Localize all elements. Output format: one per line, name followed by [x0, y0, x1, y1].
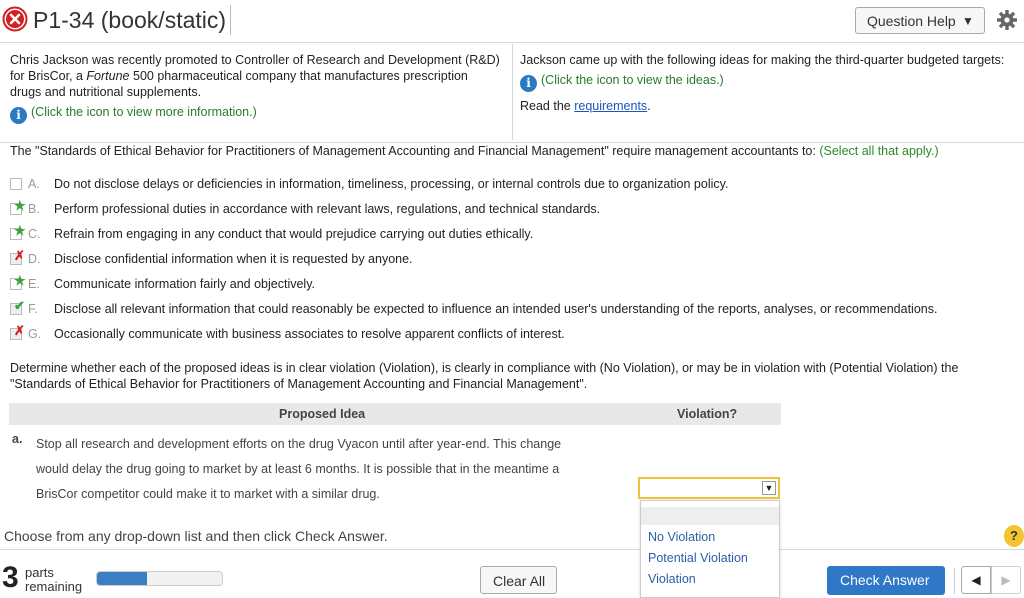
- option-letter: F.: [28, 302, 38, 316]
- section-divider: [0, 142, 1024, 143]
- panel-divider: [512, 44, 513, 140]
- option-a[interactable]: [10, 176, 1010, 196]
- more-info-link[interactable]: [10, 104, 500, 124]
- parts-remaining-label: [25, 566, 82, 594]
- caret-down-icon: ▼: [962, 14, 974, 28]
- progress-bar: [96, 571, 223, 586]
- option-letter: E.: [28, 277, 40, 291]
- question-text: [10, 144, 939, 158]
- progress-bar-fill: [97, 572, 147, 585]
- incorrect-x-icon: [2, 6, 28, 32]
- requirements-prefix: Read the: [520, 99, 575, 113]
- violation-dropdown-list: [640, 500, 780, 598]
- check-answer-button[interactable]: [827, 566, 945, 595]
- footer-divider: [778, 549, 1024, 550]
- parts-label-line2: remaining: [25, 579, 83, 594]
- option-text: Do not disclose delays or deficiencies in information, timeliness, processing, or internal controls due to organization policy.: [54, 177, 729, 191]
- clear-all-button[interactable]: [480, 566, 557, 594]
- violation-select[interactable]: [638, 477, 780, 499]
- question-help-button[interactable]: [855, 7, 985, 34]
- more-info-link-text[interactable]: (Click the icon to view more information.): [31, 105, 257, 119]
- option-e[interactable]: [10, 273, 1010, 296]
- option-text: Occasionally communicate with business associates to resolve apparent conflicts of interest.: [54, 327, 565, 341]
- check-answer-label: Check Answer: [840, 572, 930, 588]
- option-letter: D.: [28, 252, 41, 266]
- column-header-idea: Proposed Idea: [279, 407, 366, 421]
- parts-label-line1: parts: [25, 565, 54, 580]
- question-help-label: Question Help: [867, 13, 956, 29]
- dropdown-arrow-icon[interactable]: ▼: [762, 481, 776, 495]
- correct-star-icon: ★: [14, 198, 26, 213]
- option-b[interactable]: [10, 198, 1010, 221]
- proposed-idea-text: Stop all research and development efforts on the drug Vyacon until after year-end. This change would delay the drug going to market by at least 6 months. It is possible that in the meantime a BrisCor competitor could make it to market with a similar drug.: [36, 437, 562, 501]
- option-text: Refrain from engaging in any conduct that would prejudice carrying out duties ethically.: [54, 227, 534, 241]
- scenario-text-cont: 500 pharmaceutical company that manufactures prescription drugs and nutritional supplements.: [10, 69, 468, 99]
- option-text: Disclose confidential information when it is requested by anyone.: [54, 252, 413, 266]
- next-arrow-icon[interactable]: ▶: [991, 566, 1021, 594]
- option-d[interactable]: [10, 248, 1010, 271]
- determine-instructions: Determine whether each of the proposed ideas is in clear violation (Violation), is clearly in compliance with (No Violation), or may be in violation with (Potential Violation) the "Standards of Ethical Behavior for Practitioners of Management Accounting and Financial Management".: [10, 361, 959, 391]
- scenario-panel: [10, 52, 500, 124]
- requirements-line: [520, 98, 1010, 114]
- gear-icon[interactable]: [996, 9, 1018, 31]
- info-icon[interactable]: i: [10, 107, 27, 124]
- correct-star-icon: ★: [14, 273, 26, 288]
- dropdown-option-potential-violation[interactable]: Potential Violation: [648, 551, 748, 565]
- row-label: a.: [12, 432, 23, 446]
- option-letter: C.: [28, 227, 41, 241]
- option-text: Perform professional duties in accordance with relevant laws, regulations, and technical standards.: [54, 202, 601, 216]
- correct-star-icon: ★: [14, 223, 26, 238]
- ideas-panel: [520, 52, 1010, 114]
- option-text: Disclose all relevant information that could reasonably be expected to influence an intended user's understanding of the reports, analyses, or recommendations.: [54, 302, 938, 316]
- clear-all-label: Clear All: [493, 573, 546, 589]
- requirements-suffix: .: [647, 99, 651, 113]
- footer-instruction: Choose from any drop-down list and then click Check Answer.: [4, 528, 388, 544]
- view-ideas-link-text[interactable]: (Click the icon to view the ideas.): [541, 73, 724, 87]
- column-header-violation: Violation?: [677, 407, 738, 421]
- dropdown-option-blank[interactable]: [641, 507, 779, 525]
- scenario-text-emphasis: Fortune: [86, 69, 130, 83]
- ideas-intro-text: Jackson came up with the following ideas for making the third-quarter budgeted targets:: [520, 53, 1005, 67]
- option-g[interactable]: [10, 323, 1010, 346]
- problem-title: P1-34 (book/static): [33, 5, 231, 35]
- nav-separator: [954, 568, 955, 594]
- parts-remaining-count: 3: [2, 561, 19, 594]
- question-hint: (Select all that apply.): [819, 144, 939, 158]
- option-f[interactable]: [10, 298, 1010, 321]
- option-c[interactable]: [10, 223, 1010, 246]
- question-body: The "Standards of Ethical Behavior for Practitioners of Management Accounting and Financial Management" require management accountants to:: [10, 144, 820, 158]
- option-letter: B.: [28, 202, 40, 216]
- table-header: [9, 403, 781, 425]
- option-letter: G.: [28, 327, 42, 341]
- dropdown-option-no-violation[interactable]: No Violation: [648, 530, 716, 544]
- previous-arrow-icon[interactable]: ◀: [961, 566, 991, 594]
- checkmark-icon: ✔: [14, 298, 25, 313]
- incorrect-x-icon: ✗: [14, 323, 25, 338]
- incorrect-x-icon: ✗: [14, 248, 25, 263]
- view-ideas-link[interactable]: [520, 72, 1010, 92]
- requirements-link[interactable]: requirements: [574, 99, 648, 113]
- scenario-text: Chris Jackson was recently promoted to Controller of Research and Development (R&D) for BrisCor, a: [10, 53, 500, 83]
- option-text: Communicate information fairly and objectively.: [54, 277, 315, 291]
- dropdown-option-violation[interactable]: Violation: [648, 572, 696, 586]
- option-checkbox[interactable]: [10, 178, 22, 190]
- option-letter: A.: [28, 177, 40, 191]
- help-question-icon[interactable]: ?: [1004, 525, 1024, 547]
- info-icon[interactable]: i: [520, 75, 537, 92]
- footer-divider: [0, 549, 640, 550]
